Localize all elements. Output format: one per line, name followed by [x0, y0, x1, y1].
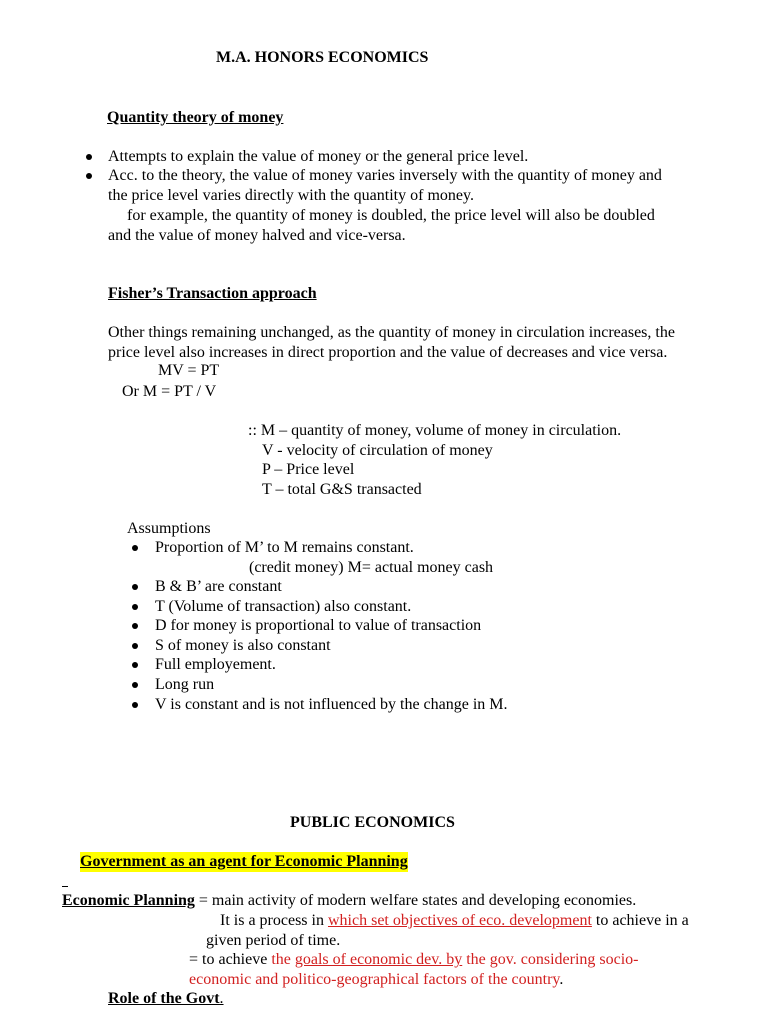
bullet-icon	[132, 623, 138, 629]
bullet-icon	[132, 662, 138, 668]
paragraph-line: Other things remaining unchanged, as the quantity of money in circulation increases, the	[108, 324, 675, 341]
planning-text: to achieve in a	[591, 912, 689, 929]
assumption-item: S of money is also constant	[155, 637, 331, 654]
bullet-text: Acc. to the theory, the value of money varies inversely with the quantity of money and	[108, 167, 662, 184]
planning-line	[189, 950, 639, 970]
section-heading-quantity-theory: Quantity theory of money	[107, 109, 284, 126]
bullet-text: Attempts to explain the value of money or the general price level.	[108, 148, 529, 165]
economic-planning-definition: = main activity of modern welfare states and developing economies.	[194, 892, 637, 909]
assumption-item: D for money is proportional to value of transaction	[155, 617, 482, 634]
assumptions-label: Assumptions	[127, 520, 211, 537]
assumption-item: T (Volume of transaction) also constant.	[155, 598, 412, 615]
planning-line: given period of time.	[206, 932, 341, 949]
assumption-item: V is constant and is not influenced by the change in M.	[155, 696, 508, 713]
bullet-icon	[132, 604, 138, 610]
bullet-icon	[132, 702, 138, 708]
role-heading: Role of the Govt	[108, 990, 220, 1007]
economic-planning-line	[62, 891, 636, 911]
planning-red-text: the	[271, 951, 295, 968]
planning-red-text: economic and politico-geographical factors of the country	[189, 971, 560, 988]
document-title: M.A. HONORS ECONOMICS	[216, 49, 429, 66]
planning-red-underlined-text: goals of economic dev. by	[294, 951, 463, 968]
section-title-public-economics: PUBLIC ECONOMICS	[290, 814, 455, 831]
definition-line: P – Price level	[262, 461, 355, 478]
bullet-icon	[132, 545, 138, 551]
definition-line: T – total G&S transacted	[262, 481, 422, 498]
equation: MV = PT	[158, 362, 220, 379]
assumption-note: (credit money) M= actual money cash	[249, 559, 494, 576]
planning-line	[189, 970, 563, 990]
assumption-item: Full employement.	[155, 656, 276, 673]
assumption-item: Long run	[155, 676, 215, 693]
bullet-icon	[132, 643, 138, 649]
planning-text: .	[559, 971, 564, 988]
planning-text: It is a process in	[220, 912, 328, 929]
assumption-item: Proportion of M’ to M remains constant.	[155, 539, 414, 556]
definition-line: :: M – quantity of money, volume of money in circulation.	[248, 422, 622, 439]
role-heading-dot: .	[219, 990, 224, 1007]
assumption-item: B & B’ are constant	[155, 578, 282, 595]
underline-mark	[62, 886, 68, 887]
bullet-icon	[132, 584, 138, 590]
role-heading-line	[108, 989, 224, 1009]
bullet-icon	[86, 154, 92, 160]
planning-red-text: the gov. considering socio-	[462, 951, 639, 968]
example-line: for example, the quantity of money is doubled, the price level will also be doubled	[127, 207, 655, 224]
economic-planning-term: Economic Planning	[62, 892, 195, 909]
bullet-text-continuation: the price level varies directly with the quantity of money.	[108, 187, 474, 204]
example-line: and the value of money halved and vice-versa.	[108, 227, 406, 244]
bullet-icon	[132, 682, 138, 688]
section-heading-fisher: Fisher’s Transaction approach	[108, 285, 317, 302]
paragraph-line: price level also increases in direct proportion and the value of decreases and vice versa.	[108, 344, 668, 361]
planning-red-text: which set objectives of eco. development	[327, 912, 592, 929]
planning-line	[220, 911, 689, 931]
definition-line: V - velocity of circulation of money	[262, 442, 493, 459]
bullet-icon	[86, 173, 92, 179]
equation: Or M = PT / V	[122, 383, 217, 400]
planning-text: = to achieve	[189, 951, 272, 968]
highlighted-heading: Government as an agent for Economic Planning	[80, 853, 408, 870]
